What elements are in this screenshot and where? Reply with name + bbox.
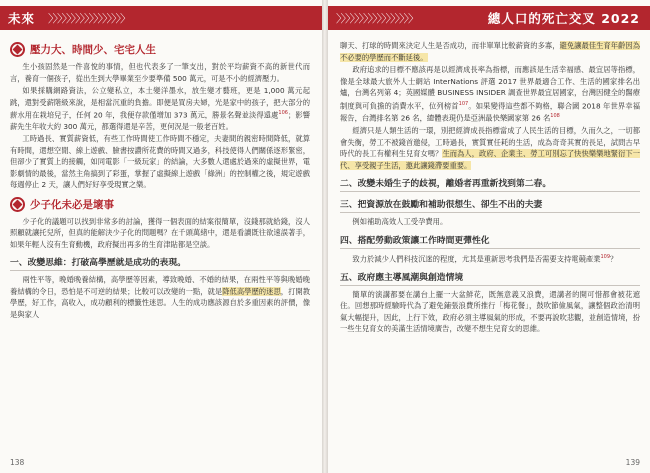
- paragraph-text: 如果採購網路資法，公立變私立，本土變洋墨水，放生變才藝班，更是 1,000 萬元起跳，還對受薪階級來說，是相當沉重的負擔。即便是買房夫婦，光是家中的孩子，把大部分的薪水用在栽培兒子，任何 20 年，我便存款僅增加 373 萬元，勝景名聲並淡得遠處: [10, 86, 310, 120]
- paragraph-text: 政府追求的目標不應該再是以經濟成長率為指標，而應該是生活幸福感、最宜居等指標，像是全球最大旅外人士網站 InterNations 評選 2017 世界最適合工作、生活的國家排名出爐，台灣名列第 4；英國媒體 BUSINESS INSIDER 調查世界最宜居國家，台灣因健全的醫療制度與可負擔的消費水平，位列榜首: [340, 65, 640, 110]
- footnote-ref: 107: [458, 100, 469, 107]
- left-header-title: 未來: [8, 11, 36, 26]
- diamond-bullet-icon: [10, 42, 25, 57]
- paragraph: [340, 40, 640, 63]
- paragraph-text: 聊天、打球的時間來決定人生是否成功，而非單單比較薪資的多寡，: [340, 41, 560, 50]
- chapter-title: 總人口的死亡交叉: [487, 11, 596, 26]
- subheading: 一、改變思維：打破高學歷就是成功的表現。: [10, 255, 310, 271]
- paragraph: [340, 252, 640, 265]
- section-title: 壓力大、時間少、宅宅人生: [30, 44, 156, 56]
- paragraph: [340, 64, 640, 124]
- paragraph-text: ；影響薪先生年收大約 300 萬元，都選得還是辛苦，更何況是一般老百姓。: [10, 110, 310, 131]
- paragraph: 少子化的議題可以找到非常多的討論，獲得一個表面的結案很簡單，沒錢那就給錢，沒人照顧就讓托兒所，但真的能解決少子化的問題嗎？在千頭萬緒中，還是看讀既往欲速誤著手，如果年輕人沒有生育動機，政府擬出再多的生育津貼都是空談。: [10, 216, 310, 249]
- paragraph: 簡單的演講都要在講台上擺一大盆鮮花，既無意義又浪費，還講者的開可惜都會被花遮住。回想那時經驗時代為了避免鋪張浪費所推行「梅花餐」，鼓吹節儉風氣，讓整個政治清明氣大幅提升，因此，上行下效，政府必須主導風氣的形成，不要再說吹悲觀，並創造情境，扮一些生兒育女的美滿生活情境廣告，改變不想生兒育女的思維。: [340, 289, 640, 334]
- paragraph: 生小孩固然是一件喜悅的事情，但也代表多了一筆支出，對於平均薪資不高的新世代而言，養育一個孩子，從出生到大學畢業至少要準備 500 萬元，可是不小的經濟壓力。: [10, 62, 310, 83]
- paragraph: [340, 125, 640, 171]
- right-page: [328, 0, 650, 473]
- chapter-year: 2022: [601, 11, 640, 26]
- paragraph: 工時過長、實質薪資低，有些工作時間使工作時間不穩定，夫妻間的親密時間降低，就算有時間，還想空閒、線上遊戲、臉書按讚所花費的時間又過多，科技使得人們關係逐形緊密，但卻少了實質上的接觸，如同電影「一級玩家」的結論，大多數人還處於過來的虛擬世界，電影劇情的最後，當然主角搞到了彩蛋，掌握了虛擬線上遊戲「綠洲」的控制權之後，規定遊戲每週停止 2 天，讓人們好好享受現實之樂。: [10, 134, 310, 190]
- footnote-ref: 109: [600, 253, 611, 260]
- paragraph: [10, 85, 310, 132]
- highlighted-text: 避免讓最佳生育年齡因為不必要的學歷而不斷延後。: [340, 41, 641, 62]
- footnote-ref: 106: [278, 110, 288, 116]
- left-header-chevrons: 〉〉〉〉〉〉〉〉〉〉〉〉〉〉〉〉〉: [48, 12, 130, 25]
- paragraph-text: 。如果變得這些都不夠格，聯合國 2018 年世界幸福報告，台灣排名第 26 名，總體表現仍是亞洲最快樂國家第 26 名: [340, 100, 640, 123]
- section-title: 少子化未必是壞事: [30, 198, 114, 211]
- left-header-bar: [0, 6, 322, 30]
- highlighted-text: 降低高學歷的迷思: [222, 286, 281, 296]
- page-number: 139: [625, 458, 640, 467]
- section-heading-pressure: [10, 42, 310, 57]
- subheading: 四、搭配勞動政策讓工作時間更彈性化: [340, 233, 640, 249]
- paragraph-text: 經濟只是人類生活的一環，別把經濟成長指標當成了人民生活的目標，久而久之，一切都會失衡，勞工不被錢首邀侵，工時過長，實質實任耗的生活，成為奇奇其實的長足，試問古早時代的長工有權利生兒育女嗎？: [340, 126, 640, 159]
- subheading: 二、改變未婚生子的歧視，離婚者再重新找到第二春。: [340, 176, 640, 192]
- subheading: 三、把資源放在鼓勵和補助很想生、卻生不出的夫妻: [340, 197, 640, 213]
- right-header-bar: [328, 6, 650, 30]
- page-number: 138: [10, 458, 25, 467]
- subheading: 五、政府應主導風潮與創造情境: [340, 270, 640, 286]
- footnote-ref: 108: [550, 113, 560, 120]
- paragraph: 例如補助高效人工受孕費用。: [352, 217, 448, 227]
- paragraph-text: 兩性平等，晚婚晚養結構，高學歷等因素，導致晚婚、不婚的結果，在兩性平等與晚婚晚養結構的令日，恐怕是不可逆的結果；比較可以改變的一點，就是: [10, 275, 310, 296]
- paragraph: [10, 274, 310, 320]
- paragraph-text: 致力於減少人們科技沉迷的程度，尤其是重新思考我們是否需要支持電競產業: [352, 254, 601, 264]
- right-body: [340, 40, 640, 336]
- paragraph-text: ？: [610, 254, 618, 264]
- right-header-chevrons: 〉〉〉〉〉〉〉〉〉〉〉〉〉〉〉〉〉: [336, 12, 418, 25]
- paragraph-text: ，打開教學歷，好工作，高收入，成功顧利的標籤性迷思。人生的成功應該源自於多重因素的評價，像是與家人: [10, 286, 311, 319]
- section-heading-low-birth: [10, 197, 310, 212]
- left-body: [10, 40, 310, 321]
- diamond-bullet-icon: [10, 197, 25, 212]
- left-page: [0, 0, 322, 473]
- right-header-title: [488, 9, 640, 27]
- highlighted-text: 生而為人，政府、企業主、勞工可別忘了快快樂樂地緊衍下一代、享受親子生活，邀此讓錢滯要重要。: [340, 149, 641, 170]
